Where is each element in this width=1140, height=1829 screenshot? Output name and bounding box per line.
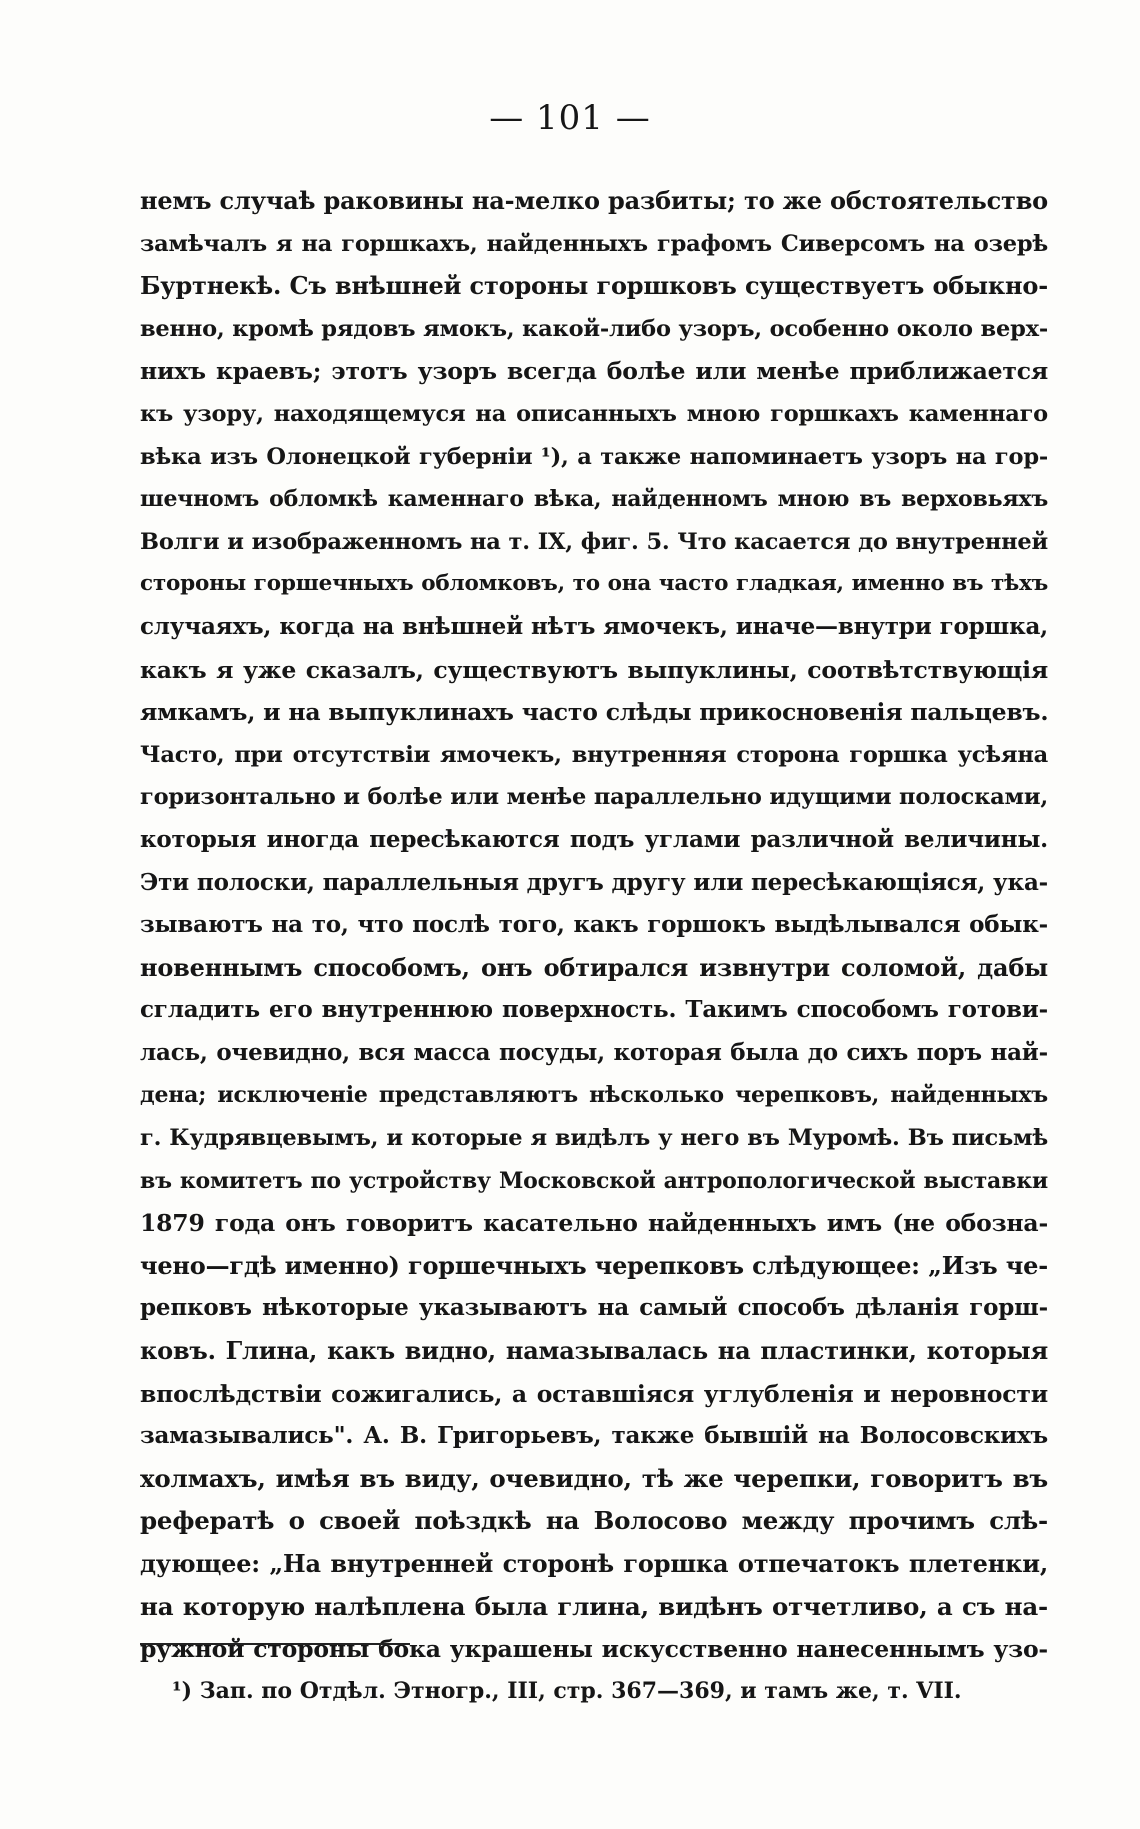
text-line: лась, очевидно, вся масса посуды, которая была до сихъ поръ най- [140,1038,1048,1066]
text-line: дена; исключеніе представляютъ нѣсколько черепковъ, найденныхъ [140,1082,1048,1109]
text-line: замазывались". А. В. Григорьевъ, также бывшій на Волосовскихъ [140,1422,1048,1450]
text-line: немъ случаѣ раковины на-мелко разбиты; то же обстоятельство [140,186,1048,215]
text-line: случаяхъ, когда на внѣшней нѣтъ ямочекъ, иначе—внутри горшка, [140,612,1048,640]
text-line: ямкамъ, и на выпуклинахъ часто слѣды прикосновенія пальцевъ. [140,698,1049,727]
text-line: замѣчалъ я на горшкахъ, найденныхъ графомъ Сиверсомъ на озерѣ [140,230,1048,257]
text-line: чено—гдѣ именно) горшечныхъ черепковъ слѣдующее: „Изъ че- [140,1250,1048,1280]
text-line: холмахъ, имѣя въ виду, очевидно, тѣ же черепки, говоритъ въ [140,1463,1048,1493]
text-line: ружной стороны бока украшены искусственно нанесеннымъ узо- [140,1635,1048,1664]
text-line: стороны горшечныхъ обломковъ, то она часто гладкая, именно въ тѣхъ [140,571,1048,597]
footnote [172,1674,1032,1708]
text-line: новеннымъ способомъ, онъ обтирался извнутри соломой, дабы [140,952,1048,982]
text-line: Эти полоски, параллельныя другъ другу или пересѣкающіяся, ука- [140,868,1048,896]
text-line: сгладить его внутреннюю поверхность. Такимъ способомъ готови- [140,996,1048,1024]
text-line: рефератѣ о своей поѣздкѣ на Волосово между прочимъ слѣ- [140,1506,1048,1536]
text-line: вѣка изъ Олонецкой губерніи ¹), а также напоминаетъ узоръ на гор- [140,443,1048,470]
text-line: ковъ. Глина, какъ видно, намазывалась на пластинки, которыя [140,1336,1048,1366]
footnote-marker: ¹) [172,1678,193,1704]
text-line: горизонтально и болѣе или менѣе параллельно идущими полосками, [140,784,1048,811]
footnote-separator [140,1643,410,1645]
text-line: которыя иногда пересѣкаются подъ углами различной величины. [140,825,1048,853]
text-line: къ узору, находящемуся на описанныхъ мною горшкахъ каменнаго [140,400,1048,427]
text-line: венно, кромѣ рядовъ ямокъ, какой-либо узоръ, особенно около верх- [140,315,1048,342]
text-line: нихъ краевъ; этотъ узоръ всегда болѣе или менѣе приближается [140,357,1048,386]
text-line: 1879 года онъ говоритъ касательно найденныхъ имъ (не обозна- [140,1209,1048,1238]
text-line: г. Кудрявцевымъ, и которые я видѣлъ у него въ Муромѣ. Въ письмѣ [140,1125,1048,1152]
text-line: Часто, при отсутствіи ямочекъ, внутренняя сторона горшка усѣяна [140,741,1048,768]
text-line: репковъ нѣкоторые указываютъ на самый способъ дѣланія горш- [140,1294,1048,1322]
text-line: шечномъ обломкѣ каменнаго вѣка, найденномъ мною въ верховьяхъ [140,486,1048,513]
body-text [140,180,1048,1671]
text-line: впослѣдствіи сожигались, а оставшіяся углубленія и неровности [140,1379,1048,1408]
text-line: Волги и изображенномъ на т. IX, фиг. 5. Что касается до внутренней [140,528,1048,555]
text-line: зываютъ на то, что послѣ того, какъ горшокъ выдѣлывался обык- [140,911,1048,939]
text-line: въ комитетъ по устройству Московской антропологической выставки [140,1167,1048,1194]
text-line: на которую налѣплена была глина, видѣнъ отчетливо, а съ на- [140,1591,1048,1621]
page-number: — 101 — [489,98,651,138]
text-line: какъ я уже сказалъ, существуютъ выпуклины, соотвѣтствующія [140,655,1048,684]
footnote-text: Зап. по Отдѣл. Этногр., III, стр. 367—369, и тамъ же, т. VII. [199,1678,962,1704]
text-line: дующее: „На внутренней сторонѣ горшка отпечатокъ плетенки, [140,1549,1048,1578]
text-line: Буртнекѣ. Съ внѣшней стороны горшковъ существуетъ обыкно- [140,271,1048,301]
